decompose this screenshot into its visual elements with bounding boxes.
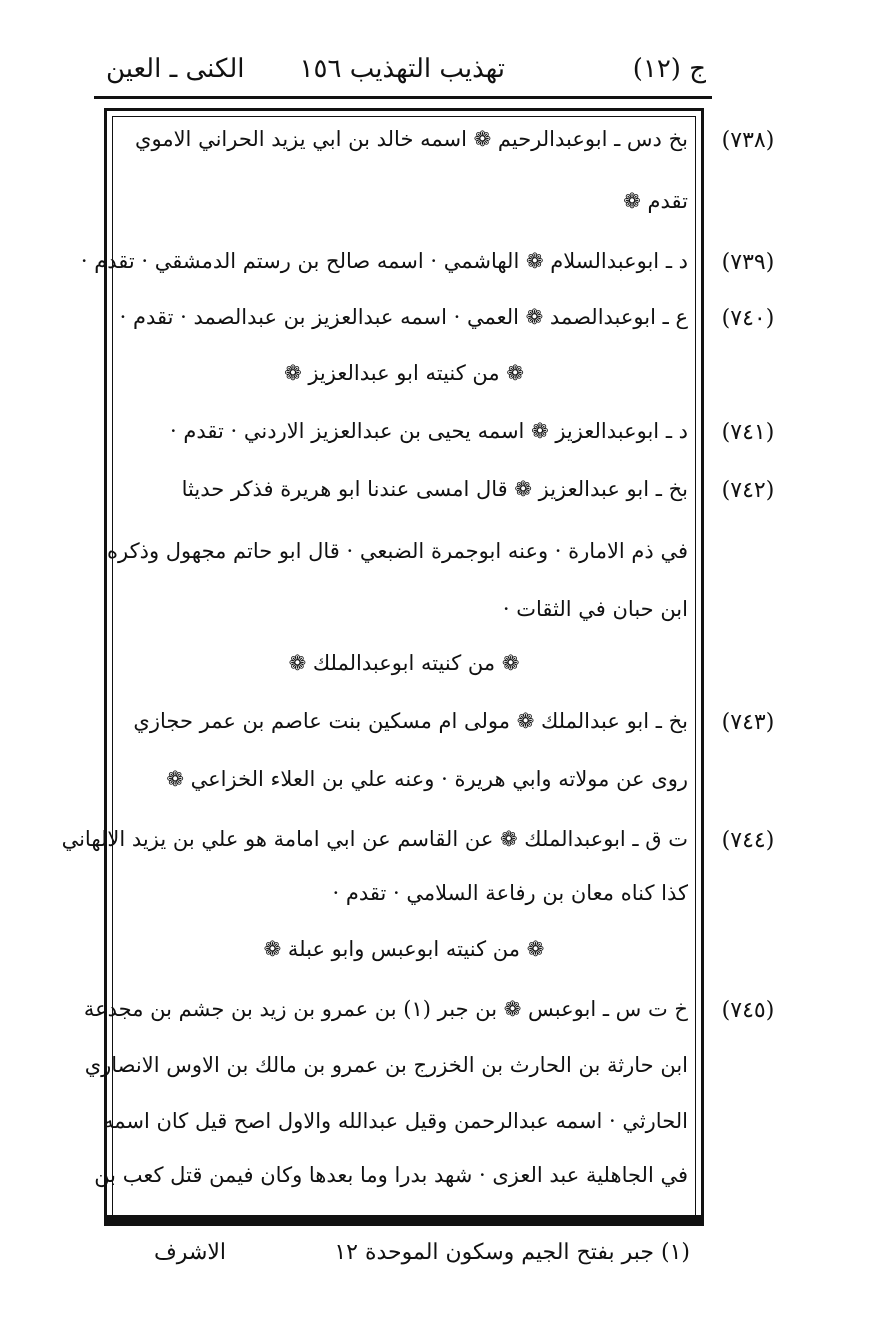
header-volume: ج (١٢) <box>632 54 706 84</box>
entry-number: (٧٣٨) <box>721 128 775 153</box>
entry-number: (٧٤٤) <box>721 828 775 853</box>
section-title: ❁ من كنيته ابوعبس وابو عبلة ❁ <box>263 937 545 961</box>
entry-number: (٧٤١) <box>721 420 775 445</box>
entry-number: (٧٤٣) <box>721 710 775 735</box>
footnote-signature: الاشرف <box>154 1240 227 1265</box>
running-header <box>100 44 710 94</box>
entry-line: ابن حبان في الثقات · <box>502 597 688 621</box>
entry-line: ع ـ ابوعبدالصمد ❁ العمي · اسمه عبدالعزيز بن عبدالصمد · تقدم · <box>119 305 688 329</box>
entry-line: ابن حارثة بن الحارث بن الخزرج بن عمرو بن مالك بن الاوس الانصاري <box>84 1053 688 1077</box>
entry-line: بخ ـ ابو عبدالملك ❁ مولى ام مسكين بنت عاصم بن عمر حجازي <box>133 709 688 733</box>
entry-number: (٧٤٥) <box>721 998 775 1023</box>
header-book-title-page: تهذيب التهذيب ١٥٦ <box>299 54 505 84</box>
entry-line: كذا كناه معان بن رفاعة السلامي · تقدم · <box>332 881 688 905</box>
entry-line: د ـ ابوعبدالسلام ❁ الهاشمي · اسمه صالح بن رستم الدمشقي · تقدم · <box>80 249 688 273</box>
entry-line: بخ دس ـ ابوعبدالرحيم ❁ اسمه خالد بن ابي يزيد الحراني الاموي <box>135 127 688 151</box>
header-chapter: الكنى ـ العين <box>106 54 245 84</box>
entry-line: ت ق ـ ابوعبدالملك ❁ عن القاسم عن ابي امامة هو علي بن يزيد الالهاني <box>61 827 688 851</box>
text-frame-bottom-rule <box>104 1215 704 1223</box>
entry-line: تقدم ❁ <box>623 189 688 213</box>
entry-line: خ ت س ـ ابوعبس ❁ بن جبر (١) بن عمرو بن زيد بن جشم بن مجدعة <box>83 997 688 1021</box>
entry-number: (٧٣٩) <box>721 250 775 275</box>
header-rule <box>94 96 712 99</box>
entry-number: (٧٤٠) <box>721 306 775 331</box>
entry-line: روى عن مولاته وابي هريرة · وعنه علي بن العلاء الخزاعي ❁ <box>166 767 688 791</box>
entry-line: د ـ ابوعبدالعزيز ❁ اسمه يحيى بن عبدالعزيز الاردني · تقدم · <box>170 419 688 443</box>
entry-line: بخ ـ ابو عبدالعزيز ❁ قال امسى عندنا ابو هريرة فذكر حديثا <box>181 477 688 501</box>
section-title: ❁ من كنيته ابو عبدالعزيز ❁ <box>284 361 524 385</box>
section-title: ❁ من كنيته ابوعبدالملك ❁ <box>288 651 520 675</box>
footnote: (١) جبر بفتح الجيم وسكون الموحدة ١٢ <box>334 1240 690 1265</box>
entry-line: في الجاهلية عبد العزى · شهد بدرا وما بعدها وكان فيمن قتل كعب بن <box>94 1163 688 1187</box>
footnote-area <box>150 1236 710 1276</box>
entry-number: (٧٤٢) <box>721 478 775 503</box>
entry-line: الحارثي · اسمه عبدالرحمن وقيل عبدالله والاول اصح قيل كان اسمه <box>102 1109 688 1133</box>
entry-line: في ذم الامارة · وعنه ابوجمرة الضبعي · قال ابو حاتم مجهول وذكره <box>107 539 688 563</box>
